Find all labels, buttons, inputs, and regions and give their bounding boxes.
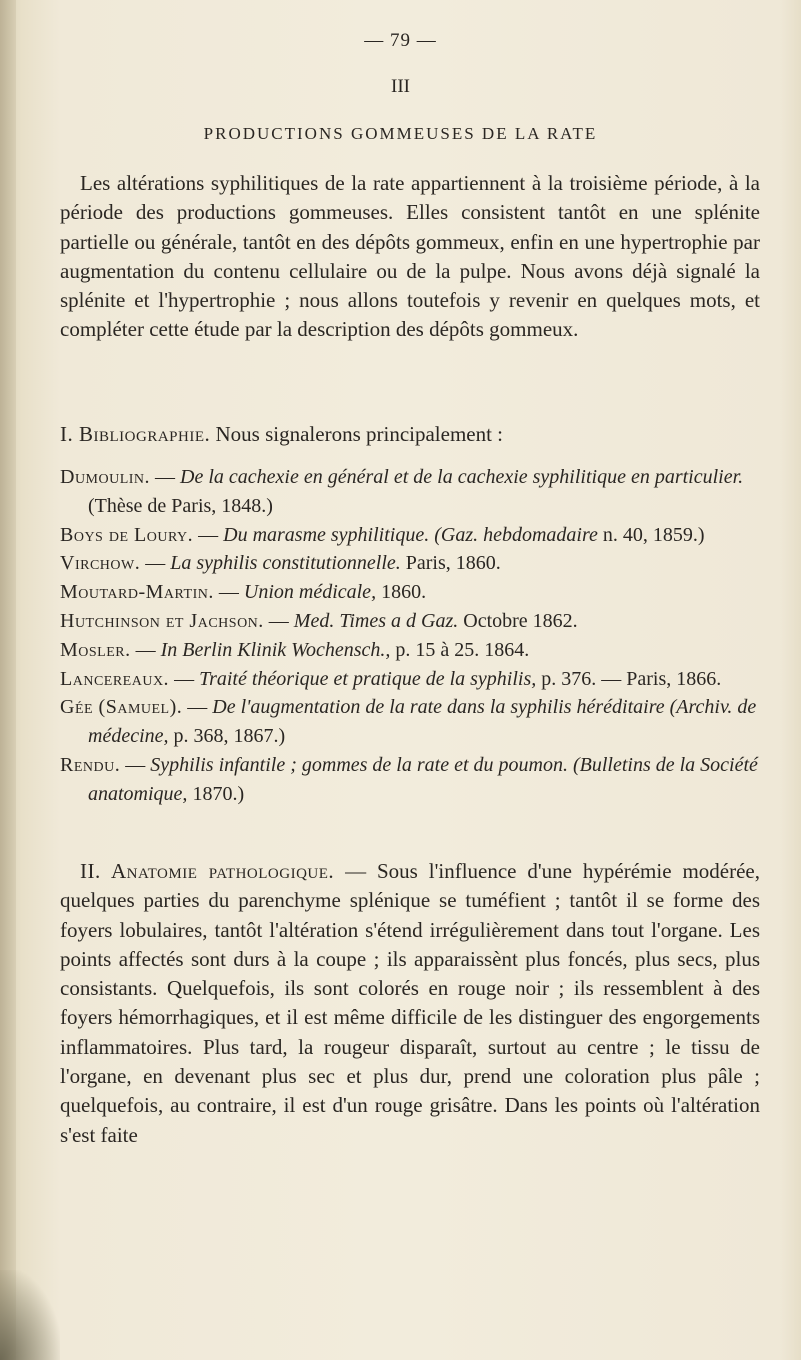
anatomy-label: II. Anatomie pathologique.: [80, 859, 335, 883]
reference-details: p. 376. — Paris, 1866.: [536, 667, 722, 690]
binding-gutter: [0, 0, 16, 1360]
reference-author: Hutchinson et Jachson.: [60, 609, 264, 632]
reference-details: (Thèse de Paris, 1848.): [88, 494, 273, 517]
reference-dash: —: [169, 667, 200, 690]
reference-title: Union médicale,: [243, 581, 377, 604]
reference-item: [60, 463, 770, 521]
reference-dash: —: [182, 696, 213, 719]
bibliography-label: I. Bibliographie.: [60, 422, 211, 446]
reference-details: 1870.): [187, 782, 245, 805]
bibliography-intro: Nous signalerons principalement :: [210, 422, 504, 446]
reference-details: p. 15 à 25. 1864.: [390, 638, 530, 661]
reference-dash: —: [140, 552, 171, 575]
reference-item: [60, 549, 770, 578]
section-number: III: [391, 76, 410, 97]
reference-author: Dumoulin.: [60, 466, 151, 488]
reference-details: n. 40, 1859.): [597, 523, 705, 546]
reference-item: [60, 636, 770, 665]
reference-dash: —: [213, 581, 244, 604]
reference-title: De la cachexie en général et de la cachexie syphilitique en particulier.: [180, 466, 744, 488]
reference-title: Du marasme syphilitique. (Gaz. hebdomadaire: [223, 523, 598, 546]
reference-details: p. 368, 1867.): [168, 725, 286, 748]
reference-item: [60, 521, 770, 550]
reference-dash: —: [193, 523, 224, 546]
reference-title: La syphilis constitutionnelle.: [170, 552, 401, 575]
anatomy-text: — Sous l'influence d'une hypérémie modérée, quelques parties du parenchyme splénique se tuméfient ; tantôt il se forme des foyers lobulaires, tantôt l'altération s'étend irrégulièrement dans tout l'organe. Les points affectés sont durs à la coupe ; ils apparaissènt plus foncés, plus secs, plus consistants. Quelquefois, ils sont colorés en rouge noir ; ils ressemblent à des foyers hémorrhagiques, et il est même difficile de les distinguer des engorgements inflammatoires. Plus tard, la rougeur disparaît, surtout au centre ; le tissu de l'organe, en devenant plus sec et plus dur, prend une coloration plus pâle ; quelquefois, au contraire, il est d'un rouge grisâtre. Dans les points où l'altération s'est faite: [60, 859, 760, 1147]
reference-item: [60, 578, 770, 607]
reference-author: Mosler.: [60, 638, 131, 661]
reference-details: Paris, 1860.: [400, 552, 501, 575]
reference-item: [60, 665, 770, 694]
page-number: — 79 —: [364, 30, 437, 51]
reference-details: Octobre 1862.: [458, 609, 578, 632]
reference-title: Med. Times a d Gaz.: [293, 609, 459, 632]
reference-list: [60, 463, 770, 809]
reference-item: [60, 607, 770, 636]
reference-title: Syphilis infantile ; gommes de la rate et du poumon. (Bulletins de la Société anatomique,: [88, 753, 758, 805]
reference-author: Rendu.: [60, 753, 121, 776]
reference-author: Lancereaux.: [60, 667, 170, 690]
reference-dash: —: [120, 753, 151, 776]
bibliography-heading: [60, 420, 760, 449]
reference-title: De l'augmentation de la rate dans la syphilis héréditaire (Archiv. de médecine,: [88, 696, 757, 748]
intro-paragraph: Les altérations syphilitiques de la rate appartiennent à la troisième période, à la période des productions gommeuses. Elles consistent tantôt en une splénite partielle ou générale, tantôt en des dépôts gommeux, enfin en une hypertrophie par augmentation du contenu cellulaire ou de la pulpe. Nous avons déjà signalé la splénite et l'hypertrophie ; nous allons toutefois y revenir en quelques mots, et compléter cette étude par la description des dépôts gommeux.: [60, 171, 760, 342]
anatomy-paragraph: [60, 857, 760, 1150]
section-title: PRODUCTIONS GOMMEUSES DE LA RATE: [203, 124, 598, 143]
reference-dash: —: [263, 609, 294, 632]
reference-dash: —: [150, 466, 181, 488]
page-stain: [0, 1270, 60, 1360]
reference-author: Gée (Samuel).: [60, 696, 183, 719]
reference-item: [60, 751, 770, 809]
reference-author: Boys de Loury.: [60, 523, 194, 546]
reference-title: In Berlin Klinik Wochensch.,: [160, 638, 391, 661]
reference-details: 1860.: [376, 581, 427, 604]
reference-author: Virchow.: [60, 552, 141, 575]
reference-item: [60, 693, 770, 751]
reference-title: Traité théorique et pratique de la syphilis,: [199, 667, 537, 690]
reference-dash: —: [130, 638, 161, 661]
reference-author: Moutard-Martin.: [60, 581, 214, 604]
